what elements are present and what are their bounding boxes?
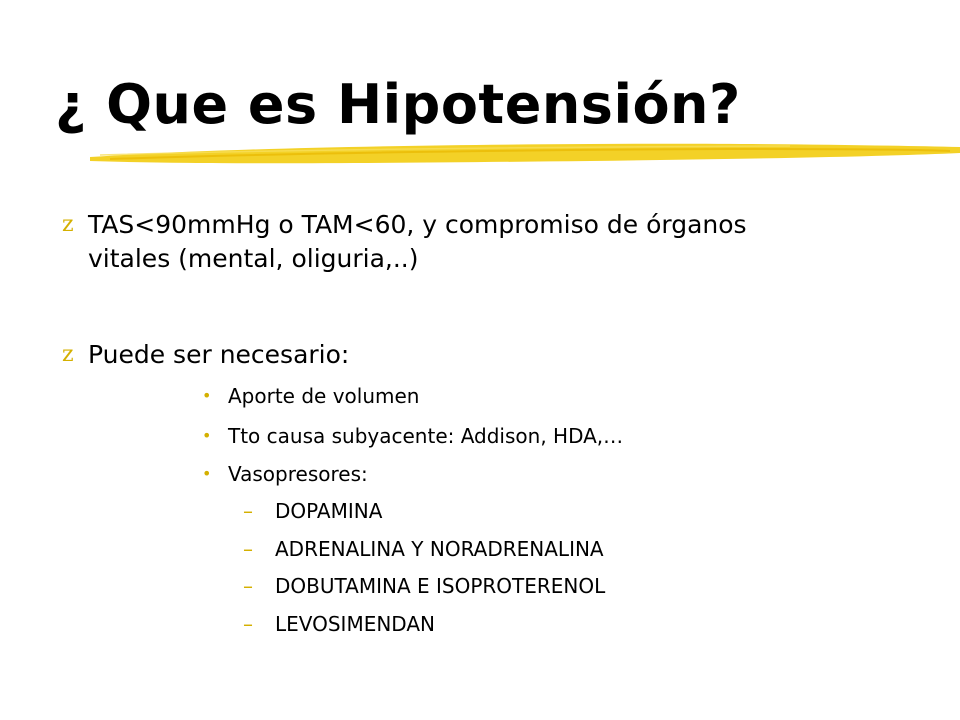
dash-bullet-icon: – — [243, 574, 253, 598]
subpoint-text: Aporte de volumen — [228, 384, 420, 408]
subpoint-volume — [202, 382, 420, 410]
dot-bullet-icon: • — [202, 464, 212, 483]
subpoint-text: Vasopresores: — [228, 462, 368, 486]
drug-item — [243, 572, 606, 600]
dot-bullet-icon: • — [202, 426, 212, 445]
dash-bullet-icon: – — [243, 537, 253, 561]
dot-bullet-icon: • — [202, 386, 212, 405]
drug-name: DOPAMINA — [275, 499, 383, 523]
drug-name: ADRENALINA Y NORADRENALINA — [275, 537, 604, 561]
point-line: vitales (mental, oliguria,..) — [88, 244, 419, 273]
title-underline-brushstroke — [90, 135, 960, 175]
slide-title: ¿ Que es Hipotensión? — [55, 73, 741, 136]
drug-name: DOBUTAMINA E ISOPROTERENOL — [275, 574, 606, 598]
subpoint-cause — [202, 422, 624, 450]
point-treatment — [62, 338, 350, 372]
dash-bullet-icon: – — [243, 499, 253, 523]
z-bullet-icon: z — [62, 342, 74, 367]
subpoint-text: Tto causa subyacente: Addison, HDA,… — [228, 424, 624, 448]
dash-bullet-icon: – — [243, 612, 253, 636]
subpoint-vasopressors — [202, 460, 368, 488]
drug-item — [243, 497, 383, 525]
point-line: Puede ser necesario: — [88, 340, 350, 369]
drug-name: LEVOSIMENDAN — [275, 612, 435, 636]
z-bullet-icon: z — [62, 212, 74, 237]
point-hypotension-definition — [62, 208, 747, 276]
drug-item — [243, 610, 435, 638]
drug-item — [243, 535, 604, 563]
point-line: TAS<90mmHg o TAM<60, y compromiso de órganos — [88, 210, 747, 239]
